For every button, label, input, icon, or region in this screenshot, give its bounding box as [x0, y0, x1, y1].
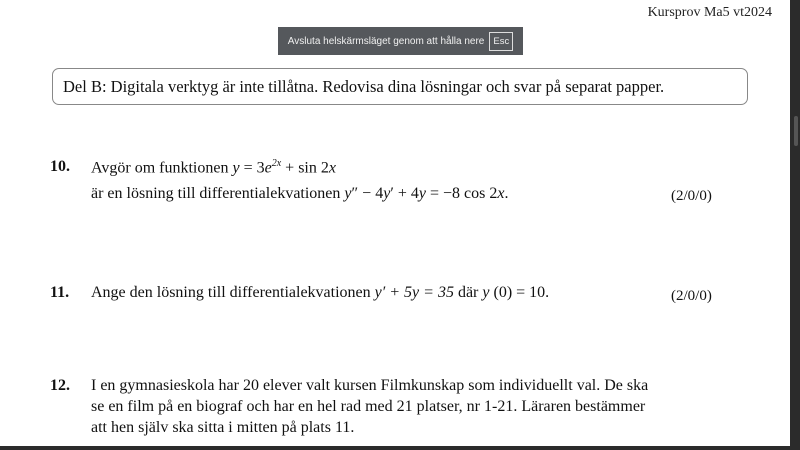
- scrollbar-thumb[interactable]: [794, 116, 798, 146]
- points: (2/0/0): [671, 288, 712, 304]
- question-line: att hen själv ska sitta i mitten på plats 11.: [91, 419, 355, 436]
- question-line: se en film på en biograf och har en hel rad med 21 platser, nr 1-21. Läraren bestämmer: [91, 398, 646, 415]
- question-number: 11.: [50, 284, 70, 301]
- fullscreen-exit-banner: [278, 27, 523, 55]
- question-number: 10.: [50, 158, 70, 175]
- question-text: är en lösning till differentialekvationen y″ − 4y′ + 4y = −8 cos 2x.: [91, 185, 509, 202]
- equation: y′ + 5y = 35: [374, 284, 454, 301]
- esc-key-badge: Esc: [489, 32, 513, 51]
- notice-box: Del B: Digitala verktyg är inte tillåtna. Redovisa dina lösningar och svar på separat papper.: [52, 68, 748, 105]
- question-line: I en gymnasieskola har 20 elever valt kursen Filmkunskap som individuellt val. De ska: [91, 377, 649, 394]
- text: Avgör om funktionen: [91, 159, 229, 177]
- text: är en lösning till differentialekvationen: [91, 185, 341, 202]
- points: (2/0/0): [671, 188, 712, 204]
- question-text: Ange den lösning till differentialekvationen y′ + 5y = 35 där y (0) = 10.: [91, 284, 550, 301]
- banner-text: Avsluta helskärmsläget genom att hålla nere: [287, 35, 485, 47]
- document-header: Kursprov Ma5 vt2024: [647, 5, 772, 20]
- text: där: [457, 284, 479, 301]
- text: Ange den lösning till differentialekvationen: [91, 284, 371, 301]
- question-text: Avgör om funktionen $y = 3e^{2x} + \sin 2x$: [91, 158, 336, 177]
- question-number: 12.: [50, 377, 70, 394]
